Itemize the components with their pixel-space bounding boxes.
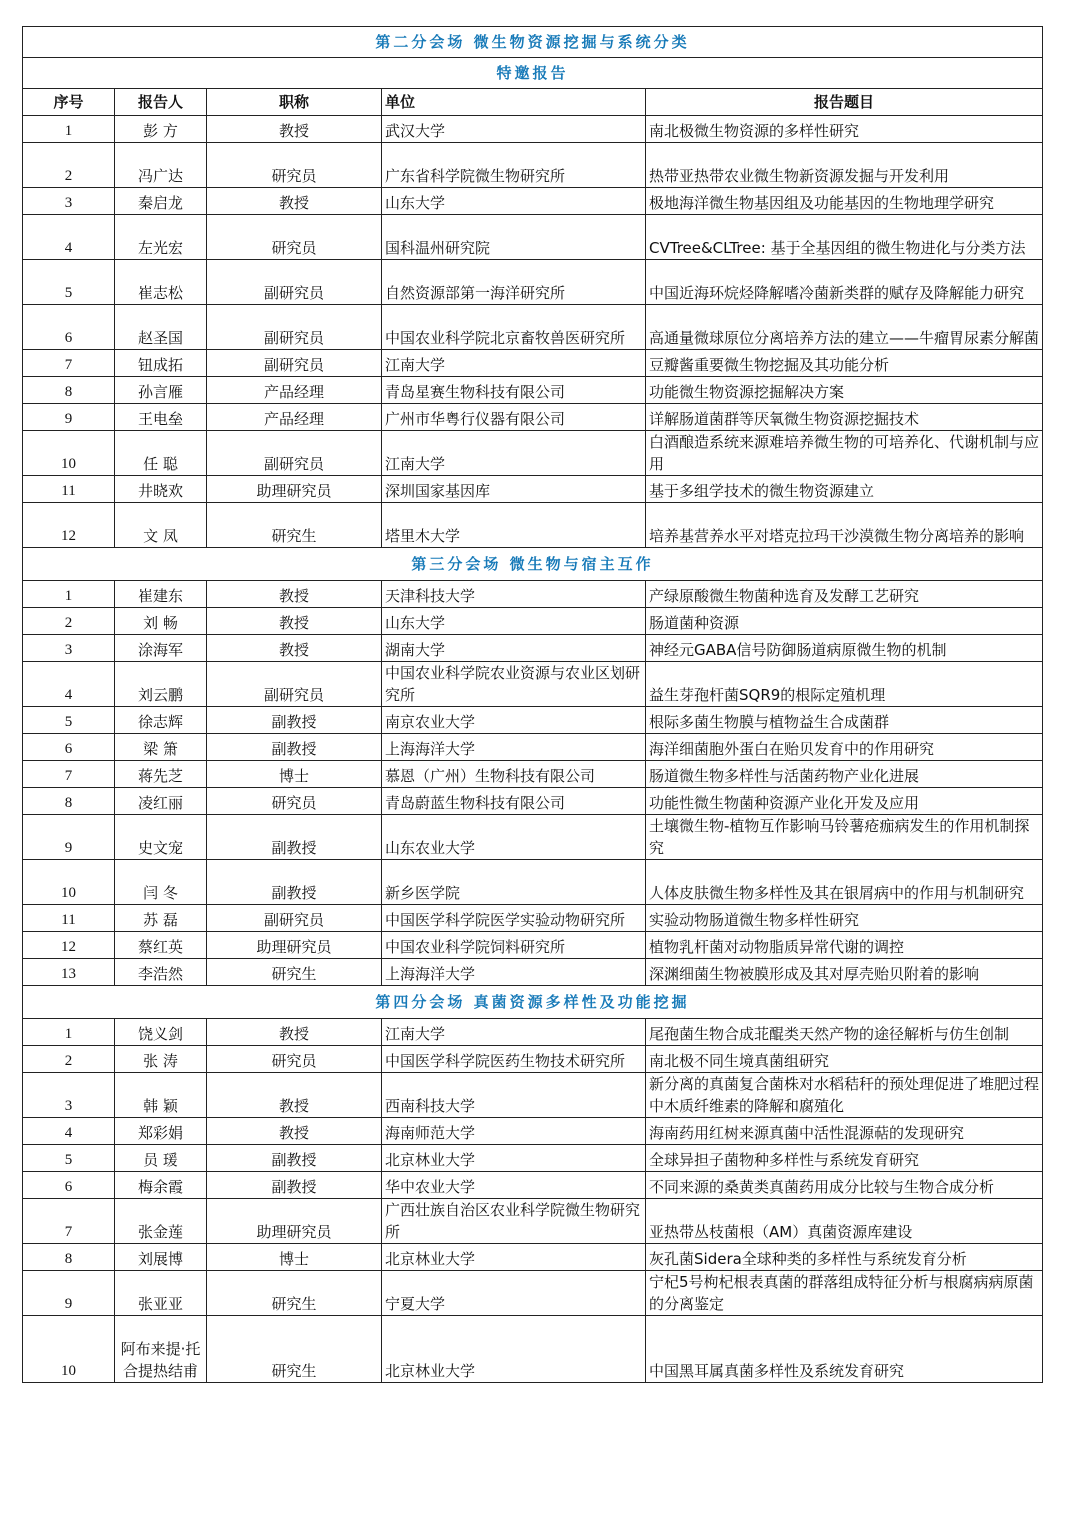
speaker-unit: 江南大学	[382, 1019, 646, 1046]
report-topic: 根际多菌生物膜与植物益生合成菌群	[646, 707, 1043, 734]
speaker-name: 彭 方	[115, 116, 207, 143]
speaker-name: 凌红丽	[115, 788, 207, 815]
row-number: 7	[23, 761, 115, 788]
row-number: 2	[23, 1046, 115, 1073]
row-number: 5	[23, 260, 115, 305]
col-header-no: 序号	[23, 89, 115, 116]
speaker-title: 产品经理	[207, 404, 382, 431]
report-topic: 新分离的真菌复合菌株对水稻秸秆的预处理促进了堆肥过程中木质纤维素的降解和腐殖化	[646, 1073, 1043, 1118]
row-number: 13	[23, 959, 115, 986]
row-number: 2	[23, 608, 115, 635]
speaker-title: 研究员	[207, 143, 382, 188]
speaker-name: 张 涛	[115, 1046, 207, 1073]
row-number: 3	[23, 188, 115, 215]
speaker-unit: 江南大学	[382, 431, 646, 476]
speaker-name: 任 聪	[115, 431, 207, 476]
speaker-title: 副教授	[207, 860, 382, 905]
table-row	[23, 815, 1043, 860]
col-header-topic: 报告题目	[646, 89, 1043, 116]
report-topic: 灰孔菌Sidera全球种类的多样性与系统发育分析	[646, 1244, 1043, 1271]
row-number: 9	[23, 1271, 115, 1316]
speaker-name: 梅余霞	[115, 1172, 207, 1199]
report-topic: 全球异担子菌物种多样性与系统发育研究	[646, 1145, 1043, 1172]
report-topic: 人体皮肤微生物多样性及其在银屑病中的作用与机制研究	[646, 860, 1043, 905]
speaker-title: 助理研究员	[207, 1199, 382, 1244]
table-row	[23, 1145, 1043, 1172]
special-header-row	[23, 58, 1043, 89]
speaker-unit: 中国医学科学院医学实验动物研究所	[382, 905, 646, 932]
speaker-title: 副研究员	[207, 431, 382, 476]
speaker-unit: 北京林业大学	[382, 1244, 646, 1271]
row-number: 1	[23, 1019, 115, 1046]
speaker-unit: 中国医学科学院医药生物技术研究所	[382, 1046, 646, 1073]
report-topic: 白酒酿造系统来源难培养微生物的可培养化、代谢机制与应用	[646, 431, 1043, 476]
report-topic: 益生芽孢杆菌SQR9的根际定殖机理	[646, 662, 1043, 707]
speaker-unit: 武汉大学	[382, 116, 646, 143]
speaker-unit: 天津科技大学	[382, 581, 646, 608]
speaker-title: 教授	[207, 1019, 382, 1046]
table-row	[23, 635, 1043, 662]
speaker-title: 博士	[207, 1244, 382, 1271]
table-row	[23, 1271, 1043, 1316]
table-row	[23, 1118, 1043, 1145]
row-number: 6	[23, 734, 115, 761]
report-topic: 海洋细菌胞外蛋白在贻贝发育中的作用研究	[646, 734, 1043, 761]
speaker-title: 副研究员	[207, 260, 382, 305]
table-row	[23, 215, 1043, 260]
speaker-title: 助理研究员	[207, 476, 382, 503]
row-number: 11	[23, 905, 115, 932]
report-topic: 不同来源的桑黄类真菌药用成分比较与生物合成分析	[646, 1172, 1043, 1199]
table-row	[23, 581, 1043, 608]
report-topic: 海南药用红树来源真菌中活性混源萜的发现研究	[646, 1118, 1043, 1145]
row-number: 10	[23, 1316, 115, 1383]
speaker-unit: 上海海洋大学	[382, 959, 646, 986]
report-topic: 宁杞5号枸杞根表真菌的群落组成特征分析与根腐病病原菌的分离鉴定	[646, 1271, 1043, 1316]
table-row	[23, 143, 1043, 188]
table-row	[23, 734, 1043, 761]
table-row	[23, 788, 1043, 815]
speaker-name: 井晓欢	[115, 476, 207, 503]
speaker-name: 闫 冬	[115, 860, 207, 905]
column-header-row	[23, 89, 1043, 116]
report-topic: 肠道菌种资源	[646, 608, 1043, 635]
speaker-unit: 山东大学	[382, 608, 646, 635]
speaker-unit: 宁夏大学	[382, 1271, 646, 1316]
table-row	[23, 431, 1043, 476]
speaker-title: 研究员	[207, 215, 382, 260]
speaker-name: 苏 磊	[115, 905, 207, 932]
report-topic: 南北极微生物资源的多样性研究	[646, 116, 1043, 143]
report-topic: 中国近海环烷烃降解嗜冷菌新类群的赋存及降解能力研究	[646, 260, 1043, 305]
table-row	[23, 350, 1043, 377]
speaker-name: 李浩然	[115, 959, 207, 986]
row-number: 10	[23, 860, 115, 905]
speaker-name: 秦启龙	[115, 188, 207, 215]
col-header-unit: 单位	[382, 89, 646, 116]
report-topic: 肠道微生物多样性与活菌药物产业化进展	[646, 761, 1043, 788]
speaker-name: 阿布来提·托合提热结甫	[115, 1316, 207, 1383]
speaker-unit: 新乡医学院	[382, 860, 646, 905]
speaker-unit: 广州市华粤行仪器有限公司	[382, 404, 646, 431]
row-number: 2	[23, 143, 115, 188]
table-row	[23, 377, 1043, 404]
speaker-unit: 中国农业科学院北京畜牧兽医研究所	[382, 305, 646, 350]
speaker-name: 冯广达	[115, 143, 207, 188]
speaker-unit: 中国农业科学院农业资源与农业区划研究所	[382, 662, 646, 707]
speaker-unit: 江南大学	[382, 350, 646, 377]
speaker-unit: 北京林业大学	[382, 1316, 646, 1383]
report-topic: 植物乳杆菌对动物脂质异常代谢的调控	[646, 932, 1043, 959]
table-row	[23, 662, 1043, 707]
speaker-unit: 广东省科学院微生物研究所	[382, 143, 646, 188]
speaker-name: 蒋先芝	[115, 761, 207, 788]
table-row	[23, 404, 1043, 431]
report-topic: 南北极不同生境真菌组研究	[646, 1046, 1043, 1073]
speaker-name: 张金莲	[115, 1199, 207, 1244]
speaker-name: 刘展博	[115, 1244, 207, 1271]
report-topic: 中国黑耳属真菌多样性及系统发育研究	[646, 1316, 1043, 1383]
row-number: 8	[23, 788, 115, 815]
speaker-unit: 海南师范大学	[382, 1118, 646, 1145]
report-topic: 神经元GABA信号防御肠道病原微生物的机制	[646, 635, 1043, 662]
row-number: 12	[23, 503, 115, 548]
report-topic: 豆瓣酱重要微生物挖掘及其功能分析	[646, 350, 1043, 377]
report-topic: 高通量微球原位分离培养方法的建立——牛瘤胃尿素分解菌	[646, 305, 1043, 350]
speaker-name: 左光宏	[115, 215, 207, 260]
report-topic: 尾孢菌生物合成苝醌类天然产物的途径解析与仿生创制	[646, 1019, 1043, 1046]
schedule-body	[23, 27, 1043, 1383]
speaker-name: 崔建东	[115, 581, 207, 608]
speaker-title: 副研究员	[207, 662, 382, 707]
speaker-title: 助理研究员	[207, 932, 382, 959]
table-row	[23, 959, 1043, 986]
row-number: 9	[23, 815, 115, 860]
speaker-name: 史文宠	[115, 815, 207, 860]
row-number: 8	[23, 377, 115, 404]
row-number: 4	[23, 662, 115, 707]
session-title: 第二分会场 微生物资源挖掘与系统分类	[23, 27, 1043, 58]
report-topic: 产绿原酸微生物菌种选育及发酵工艺研究	[646, 581, 1043, 608]
special-report-title: 特邀报告	[23, 58, 1043, 89]
speaker-name: 刘云鹏	[115, 662, 207, 707]
schedule-table	[22, 26, 1043, 1383]
speaker-name: 文 凤	[115, 503, 207, 548]
col-header-speaker: 报告人	[115, 89, 207, 116]
report-topic: 极地海洋微生物基因组及功能基因的生物地理学研究	[646, 188, 1043, 215]
speaker-title: 副教授	[207, 1145, 382, 1172]
speaker-title: 教授	[207, 581, 382, 608]
table-row	[23, 1172, 1043, 1199]
speaker-title: 副研究员	[207, 305, 382, 350]
speaker-title: 研究生	[207, 1271, 382, 1316]
speaker-name: 员 瑗	[115, 1145, 207, 1172]
row-number: 11	[23, 476, 115, 503]
report-topic: 实验动物肠道微生物多样性研究	[646, 905, 1043, 932]
speaker-unit: 北京林业大学	[382, 1145, 646, 1172]
speaker-name: 王电垒	[115, 404, 207, 431]
row-number: 3	[23, 635, 115, 662]
report-topic: 基于多组学技术的微生物资源建立	[646, 476, 1043, 503]
speaker-name: 梁 箫	[115, 734, 207, 761]
table-row	[23, 1046, 1043, 1073]
speaker-unit: 青岛星赛生物科技有限公司	[382, 377, 646, 404]
speaker-unit: 上海海洋大学	[382, 734, 646, 761]
speaker-unit: 西南科技大学	[382, 1073, 646, 1118]
speaker-unit: 广西壮族自治区农业科学院微生物研究所	[382, 1199, 646, 1244]
speaker-name: 蔡红英	[115, 932, 207, 959]
session-header-row	[23, 986, 1043, 1019]
speaker-unit: 南京农业大学	[382, 707, 646, 734]
speaker-title: 副教授	[207, 707, 382, 734]
speaker-name: 饶义剑	[115, 1019, 207, 1046]
row-number: 12	[23, 932, 115, 959]
speaker-unit: 深圳国家基因库	[382, 476, 646, 503]
speaker-unit: 国科温州研究院	[382, 215, 646, 260]
report-topic: CVTree&CLTree: 基于全基因组的微生物进化与分类方法	[646, 215, 1043, 260]
speaker-title: 教授	[207, 1118, 382, 1145]
speaker-title: 教授	[207, 188, 382, 215]
row-number: 10	[23, 431, 115, 476]
speaker-name: 郑彩娟	[115, 1118, 207, 1145]
table-row	[23, 707, 1043, 734]
table-row	[23, 1199, 1043, 1244]
table-row	[23, 503, 1043, 548]
speaker-title: 教授	[207, 116, 382, 143]
session-title: 第四分会场 真菌资源多样性及功能挖掘	[23, 986, 1043, 1019]
speaker-name: 涂海军	[115, 635, 207, 662]
row-number: 9	[23, 404, 115, 431]
row-number: 7	[23, 1199, 115, 1244]
report-topic: 土壤微生物-植物互作影响马铃薯疮痂病发生的作用机制探究	[646, 815, 1043, 860]
speaker-unit: 中国农业科学院饲料研究所	[382, 932, 646, 959]
speaker-unit: 山东大学	[382, 188, 646, 215]
speaker-name: 孙言雁	[115, 377, 207, 404]
table-row	[23, 932, 1043, 959]
speaker-title: 副研究员	[207, 350, 382, 377]
table-row	[23, 305, 1043, 350]
speaker-name: 崔志松	[115, 260, 207, 305]
speaker-title: 博士	[207, 761, 382, 788]
session-title: 第三分会场 微生物与宿主互作	[23, 548, 1043, 581]
table-row	[23, 608, 1043, 635]
table-row	[23, 476, 1043, 503]
session-header-row	[23, 548, 1043, 581]
speaker-unit: 湖南大学	[382, 635, 646, 662]
speaker-title: 研究生	[207, 503, 382, 548]
speaker-unit: 慕恩（广州）生物科技有限公司	[382, 761, 646, 788]
speaker-title: 研究员	[207, 1046, 382, 1073]
speaker-unit: 自然资源部第一海洋研究所	[382, 260, 646, 305]
speaker-title: 研究生	[207, 1316, 382, 1383]
speaker-name: 赵圣国	[115, 305, 207, 350]
speaker-name: 徐志辉	[115, 707, 207, 734]
speaker-title: 产品经理	[207, 377, 382, 404]
speaker-title: 副教授	[207, 1172, 382, 1199]
table-row	[23, 860, 1043, 905]
row-number: 4	[23, 215, 115, 260]
speaker-unit: 山东农业大学	[382, 815, 646, 860]
table-row	[23, 1019, 1043, 1046]
speaker-title: 教授	[207, 608, 382, 635]
speaker-title: 研究生	[207, 959, 382, 986]
row-number: 4	[23, 1118, 115, 1145]
session-header-row	[23, 27, 1043, 58]
row-number: 6	[23, 1172, 115, 1199]
speaker-unit: 塔里木大学	[382, 503, 646, 548]
speaker-name: 刘 畅	[115, 608, 207, 635]
report-topic: 功能性微生物菌种资源产业化开发及应用	[646, 788, 1043, 815]
table-row	[23, 1244, 1043, 1271]
row-number: 7	[23, 350, 115, 377]
report-topic: 深渊细菌生物被膜形成及其对厚壳贻贝附着的影响	[646, 959, 1043, 986]
speaker-title: 副教授	[207, 734, 382, 761]
speaker-title: 研究员	[207, 788, 382, 815]
table-row	[23, 260, 1043, 305]
speaker-title: 教授	[207, 635, 382, 662]
table-row	[23, 1073, 1043, 1118]
row-number: 8	[23, 1244, 115, 1271]
col-header-title: 职称	[207, 89, 382, 116]
speaker-title: 副研究员	[207, 905, 382, 932]
speaker-name: 钮成拓	[115, 350, 207, 377]
speaker-name: 韩 颖	[115, 1073, 207, 1118]
report-topic: 详解肠道菌群等厌氧微生物资源挖掘技术	[646, 404, 1043, 431]
table-row	[23, 188, 1043, 215]
speaker-unit: 青岛蔚蓝生物科技有限公司	[382, 788, 646, 815]
report-topic: 培养基营养水平对塔克拉玛干沙漠微生物分离培养的影响	[646, 503, 1043, 548]
speaker-name: 张亚亚	[115, 1271, 207, 1316]
table-row	[23, 905, 1043, 932]
table-row	[23, 761, 1043, 788]
row-number: 1	[23, 116, 115, 143]
row-number: 3	[23, 1073, 115, 1118]
speaker-unit: 华中农业大学	[382, 1172, 646, 1199]
table-row	[23, 1316, 1043, 1383]
speaker-title: 教授	[207, 1073, 382, 1118]
report-topic: 热带亚热带农业微生物新资源发掘与开发利用	[646, 143, 1043, 188]
table-row	[23, 116, 1043, 143]
report-topic: 亚热带丛枝菌根（AM）真菌资源库建设	[646, 1199, 1043, 1244]
row-number: 5	[23, 707, 115, 734]
report-topic: 功能微生物资源挖掘解决方案	[646, 377, 1043, 404]
speaker-title: 副教授	[207, 815, 382, 860]
row-number: 5	[23, 1145, 115, 1172]
row-number: 6	[23, 305, 115, 350]
row-number: 1	[23, 581, 115, 608]
